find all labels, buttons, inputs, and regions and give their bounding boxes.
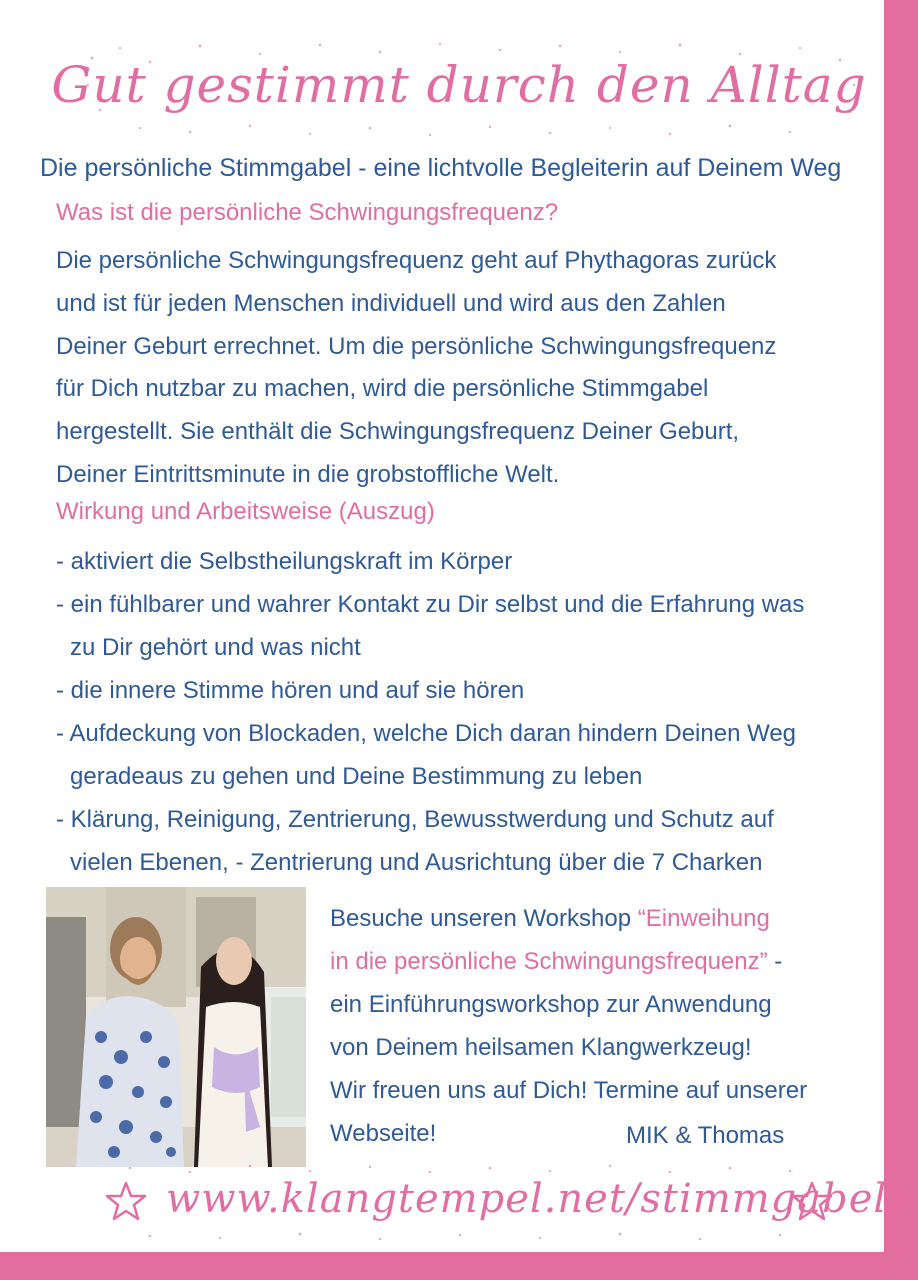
workshop-line: von Deinem heilsamen Klangwerkzeug! <box>330 1034 752 1061</box>
workshop-line: Wir freuen uns auf Dich! Termine auf unserer <box>330 1077 808 1104</box>
section-heading-frequency: Was ist die persönliche Schwingungsfrequenz? <box>56 199 559 226</box>
paragraph-line: hergestellt. Sie enthält die Schwingungsfrequenz Deiner Geburt, <box>56 418 740 446</box>
page-title: Gut gestimmt durch den Alltag <box>51 56 867 114</box>
paragraph-line: Deiner Eintrittsminute in die grobstoffliche Welt. <box>56 460 560 488</box>
workshop-title-part2: in die persönliche Schwingungsfrequenz” <box>330 948 768 975</box>
paragraph-line: Die persönliche Schwingungsfrequenz geht auf Phythagoras zurück <box>56 247 777 274</box>
list-item: - Klärung, Reinigung, Zentrierung, Bewusstwerdung und Schutz auf vielen Ebenen, - Zentrierung und Ausrichtung über die 7 Charken <box>56 806 774 876</box>
list-item: - aktiviert die Selbstheilungskraft im Körper <box>56 548 513 575</box>
page-subtitle: Die persönliche Stimmgabel - eine lichtvolle Begleiterin auf Deinem Weg <box>40 154 842 182</box>
website-url[interactable]: www.klangtempel.net/stimmgabel <box>166 1176 888 1222</box>
list-item: - Aufdeckung von Blockaden, welche Dich daran hindern Deinen Weg geradeaus zu gehen und Deine Bestimmung zu leben <box>56 720 797 790</box>
signature: MIK & Thomas <box>626 1122 785 1149</box>
list-item: - die innere Stimme hören und auf sie hören <box>56 677 525 704</box>
workshop-line: ein Einführungsworkshop zur Anwendung <box>330 991 772 1018</box>
pink-frame-right <box>884 0 918 1280</box>
effects-list <box>56 540 804 884</box>
paragraph-line: Deiner Geburt errechnet. Um die persönliche Schwingungsfrequenz <box>56 332 777 360</box>
star-outline-icon <box>104 1180 148 1224</box>
workshop-title-part1: “Einweihung <box>637 905 770 932</box>
workshop-intro: Besuche unseren Workshop <box>330 905 638 932</box>
frequency-paragraph <box>56 240 776 497</box>
footer <box>104 1172 888 1242</box>
paragraph-line: für Dich nutzbar zu machen, wird die persönliche Stimmgabel <box>56 375 709 403</box>
list-item: - ein fühlbarer und wahrer Kontakt zu Dir selbst und die Erfahrung was zu Dir gehört und was nicht <box>56 591 805 661</box>
photo-couple <box>46 887 306 1167</box>
paragraph-line: und ist für jeden Menschen individuell und wird aus den Zahlen <box>56 289 726 317</box>
pink-frame-bottom <box>0 1252 918 1280</box>
workshop-line: Webseite! <box>330 1120 437 1147</box>
section-heading-effects: Wirkung und Arbeitsweise (Auszug) <box>56 498 435 525</box>
workshop-info: Besuche unseren Workshop “Einweihung in die persönliche Schwingungsfrequenz” - ein Einführungsworkshop zur Anwendung von Deinem heilsamen Klangwerkzeug! Wir freuen uns auf Dich! Termine auf unserer Webseite! <box>330 897 807 1155</box>
star-outline-icon <box>790 1180 834 1224</box>
